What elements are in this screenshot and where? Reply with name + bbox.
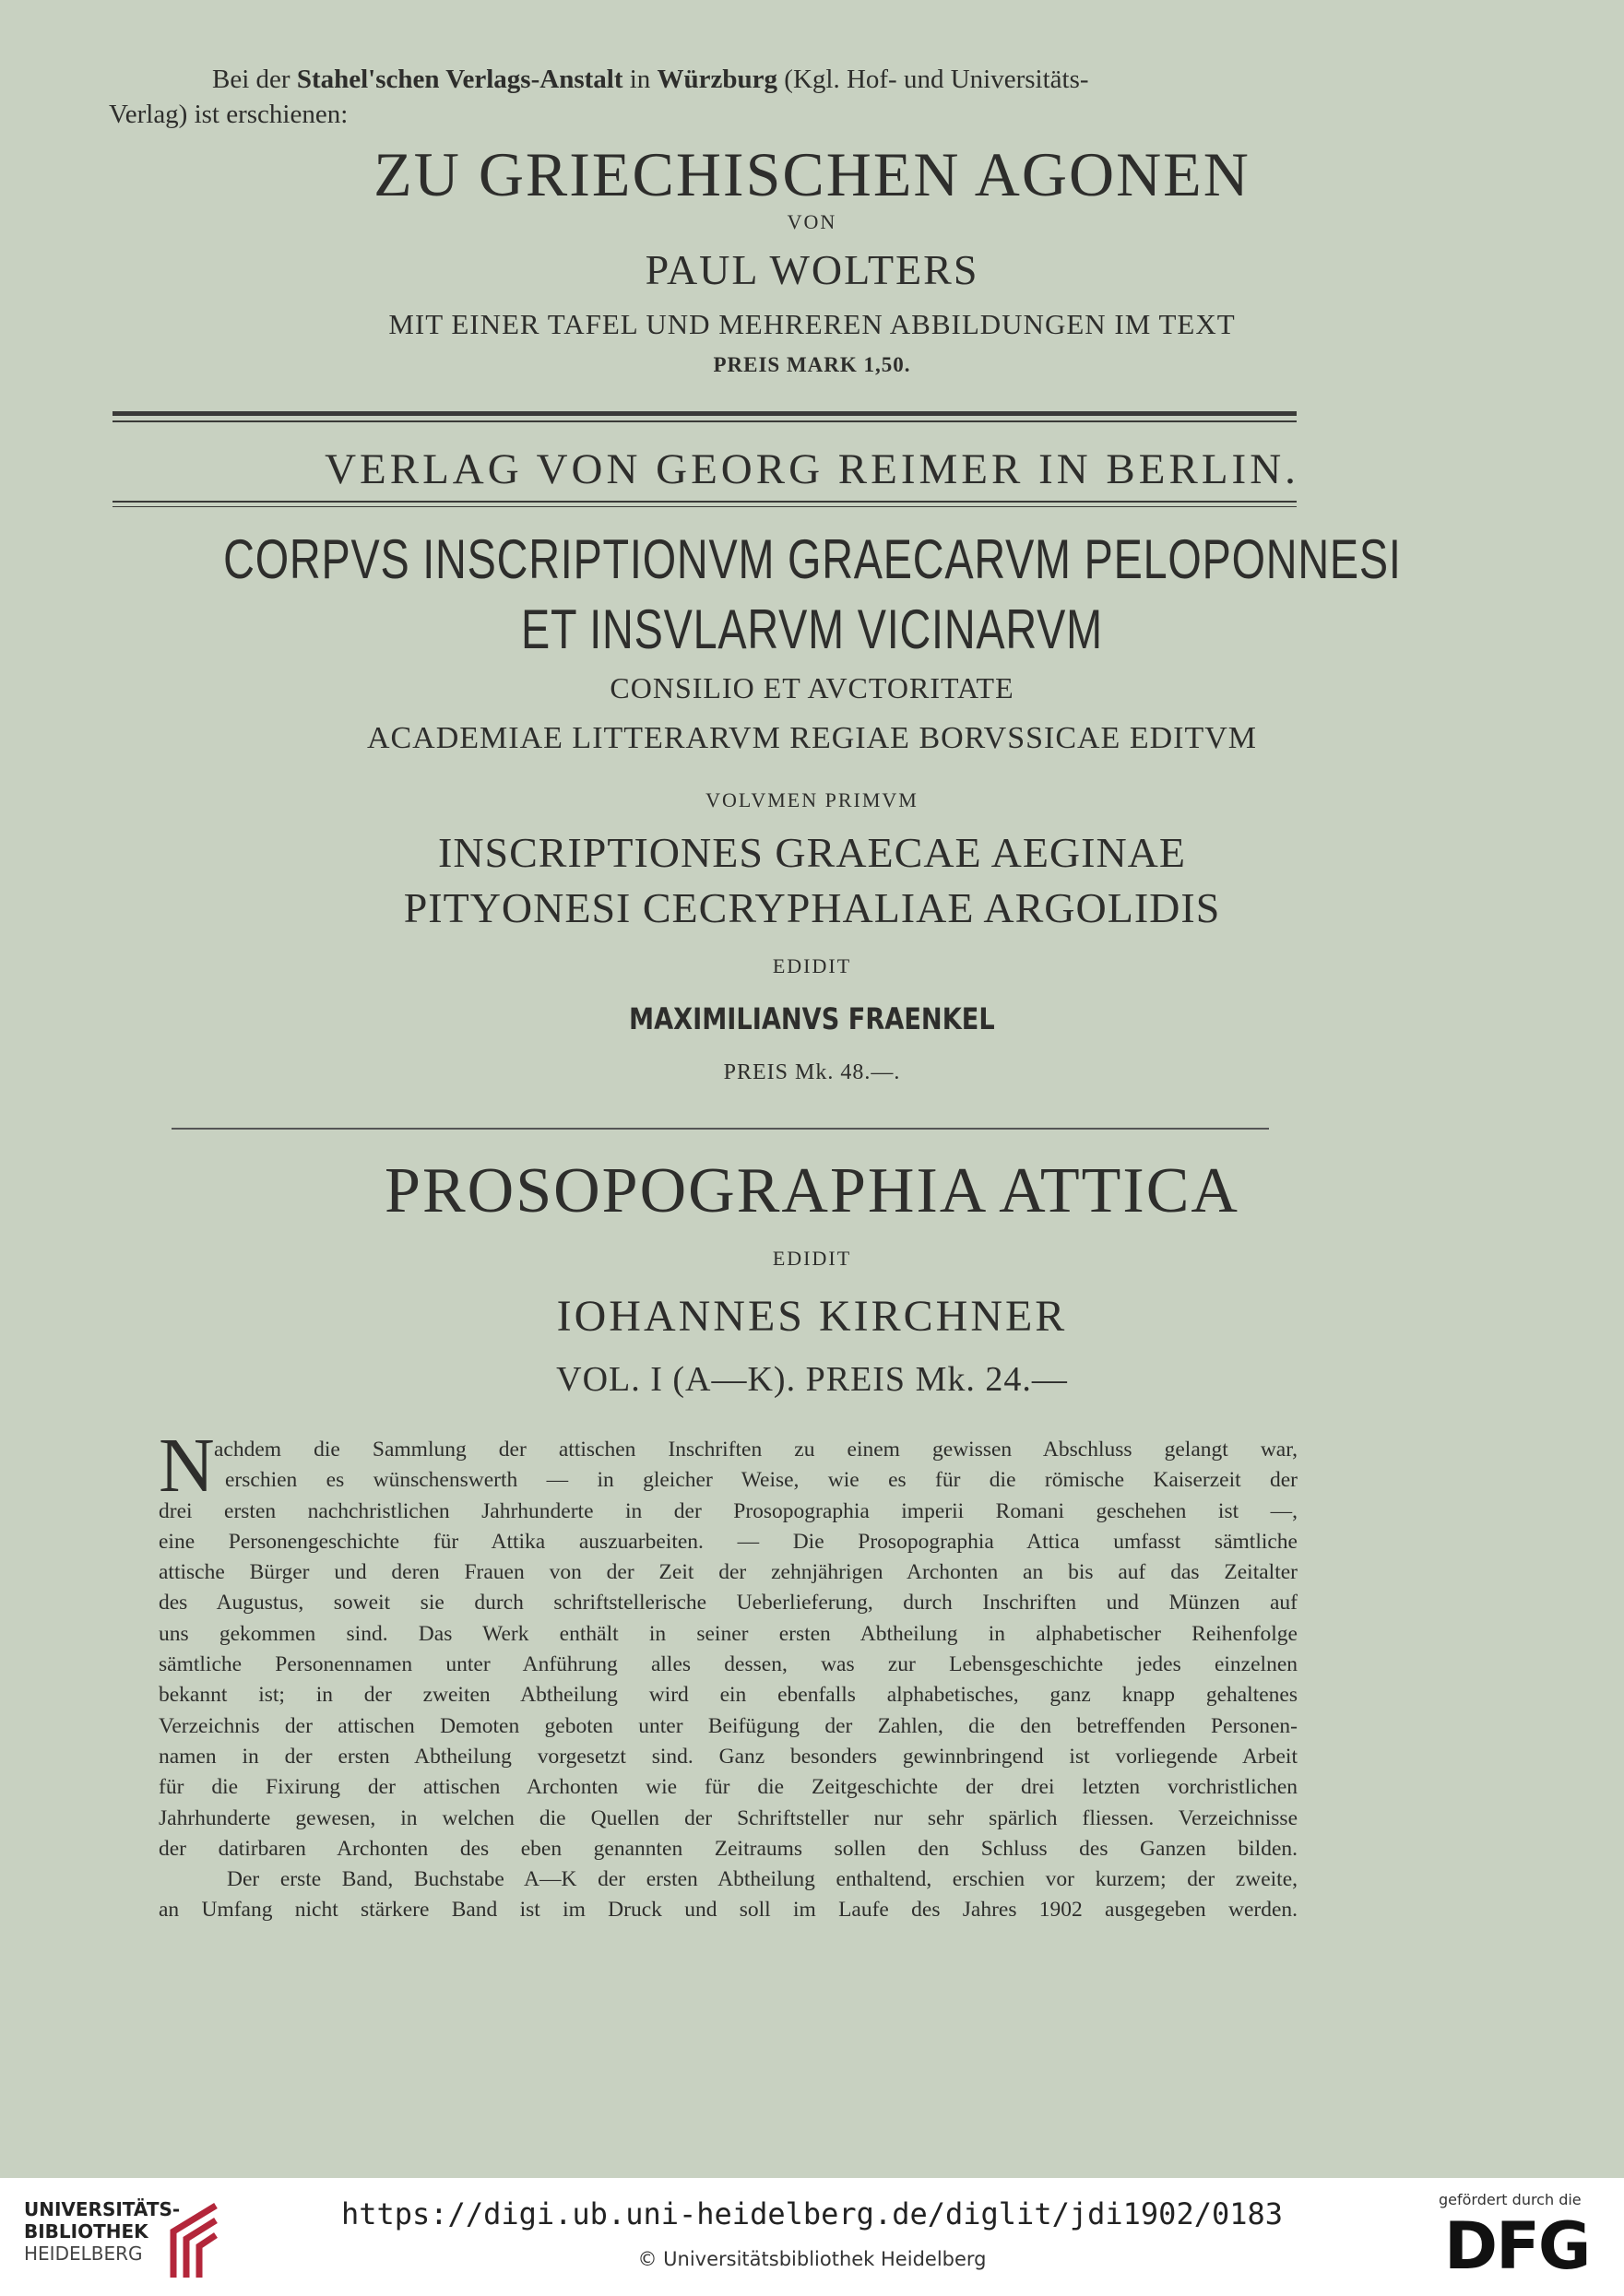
page-url-link[interactable]: https://digi.ub.uni-heidelberg.de/diglit/jdi1902/0183 <box>340 2196 1284 2231</box>
ad1-title: ZU GRIECHISCHEN AGONEN <box>373 139 1251 209</box>
dfg-logo: DFG <box>1444 2208 1590 2284</box>
body-line: eine Personengeschichte für Attika auszuarbeiten. — Die Prosopographia Attica umfasst sämtliche <box>159 1529 1298 1554</box>
body-line: bekannt ist; in der zweiten Abtheilung wird ein ebenfalls alphabetisches, ganz knapp gehaltenes <box>159 1683 1298 1708</box>
ad2-editor <box>0 1001 1624 1036</box>
ad2-consilio: CONSILIO ET AVCTORITATE <box>610 671 1014 704</box>
ad1-publisher-name: Stahel'schen Verlags-Anstalt <box>296 65 623 94</box>
body-line: uns gekommen sind. Das Werk enthält in seiner ersten Abtheilung in alphabetischer Reihenfolge <box>159 1621 1298 1646</box>
ad2-volume: VOLVMEN PRIMVM <box>705 788 919 811</box>
body-line: erschien es wünschenswerth — in gleicher Weise, wie es für die römische Kaiserzeit der <box>225 1468 1298 1493</box>
viewer-footer <box>0 2178 1624 2296</box>
ad1-intro-line2: Verlag) ist erschienen: <box>109 100 349 129</box>
ad3-dropcap: N <box>159 1423 215 1509</box>
body-line: achdem die Sammlung der attischen Inschriften zu einem gewissen Abschluss gelangt war, <box>214 1438 1298 1462</box>
ad1-intro-text: in <box>622 65 658 94</box>
body-line: der datirbaren Archonten des eben genannten Zeitraums sollen den Schluss des Ganzen bilden. <box>159 1836 1298 1861</box>
ad1-von: VON <box>787 210 837 233</box>
ad1-author: PAUL WOLTERS <box>645 246 979 293</box>
body-line: drei ersten nachchristlichen Jahrhunderte in der Prosopographia imperii Romani geschehen ist —, <box>159 1498 1298 1523</box>
ad3-volume-price: VOL. I (A—K). PREIS Mk. 24.— <box>556 1360 1068 1399</box>
library-name-line: HEIDELBERG <box>24 2243 143 2265</box>
body-line: für die Fixirung der attischen Archonten wie für die Zeitgeschichte der drei letzten vorchristlichen <box>159 1775 1298 1800</box>
ad2-academiae: ACADEMIAE LITTERARVM REGIAE BORVSSICAE EDITVM <box>366 721 1258 755</box>
ad2-editor-text: MAXIMILIANVS FRAENKEL <box>629 1001 995 1036</box>
ad3-editor: IOHANNES KIRCHNER <box>556 1292 1068 1341</box>
ad1-subtitle: MIT EINER TAFEL UND MEHREREN ABBILDUNGEN IM TEXT <box>388 308 1236 340</box>
ad2-title-line2-text: ET INSVLARVM VICINARVM <box>521 598 1103 660</box>
ad3-description <box>159 1435 1298 1926</box>
ad1-intro-line1 <box>212 65 1089 95</box>
body-line: namen in der ersten Abtheilung vorgesetzt sind. Ganz besonders gewinnbringend ist vorliegende Arbeit <box>159 1744 1298 1769</box>
body-line: Jahrhunderte gewesen, in welchen die Quellen der Schriftsteller nur sehr spärlich fliessen. Verzeichnisse <box>159 1805 1298 1830</box>
body-line: attische Bürger und deren Frauen von der Zeit der zehnjährigen Archonten an bis auf das Zeitalter <box>159 1560 1298 1585</box>
ad3-edidit: EDIDIT <box>772 1247 852 1270</box>
ad2-title-line1 <box>0 527 1624 592</box>
body-line: sämtliche Personennamen unter Anführung alles dessen, was zur Lebensgeschichte jedes einzelnen <box>159 1652 1298 1677</box>
ad3-title: PROSOPOGRAPHIA ATTICA <box>385 1155 1239 1226</box>
body-line: Der erste Band, Buchstabe A—K der ersten Abtheilung enthaltend, erschien vor kurzem; der zweite, <box>227 1867 1298 1892</box>
publisher-rule-bottom <box>113 506 1297 507</box>
ad1-intro-text: Bei der <box>212 65 297 94</box>
publisher-heading: VERLAG VON GEORG REIMER IN BERLIN. <box>325 445 1299 493</box>
ad1-city-name: Würzburg <box>657 65 778 94</box>
section-divider <box>172 1128 1269 1130</box>
body-line: an Umfang nicht stärkere Band ist im Druck und soll im Laufe des Jahres 1902 ausgegeben werden. <box>159 1898 1298 1923</box>
funding-note: gefördert durch die <box>1439 2191 1582 2208</box>
publisher-rule-top <box>113 501 1297 503</box>
ad1-intro-text: (Kgl. Hof- und Universitäts- <box>777 65 1089 94</box>
library-name-line: BIBLIOTHEK <box>24 2220 148 2243</box>
ad2-subtitle-line1: INSCRIPTIONES GRAECAE AEGINAE <box>438 829 1186 876</box>
copyright-text: © Universitätsbibliothek Heidelberg <box>637 2248 987 2270</box>
ad2-title-line2 <box>0 598 1624 662</box>
ad2-edidit: EDIDIT <box>772 954 852 977</box>
ad2-price: PREIS Mk. 48.—. <box>723 1060 901 1084</box>
body-line: des Augustus, soweit sie durch schriftstellerische Ueberlieferung, durch Inschriften und Münzen auf <box>159 1591 1298 1615</box>
ad2-title-line1-text: CORPVS INSCRIPTIONVM GRAECARVM PELOPONNESI <box>222 528 1402 590</box>
double-rule-top <box>113 411 1297 416</box>
body-line: Verzeichnis der attischen Demoten geboten unter Beifügung der Zahlen, die den betreffenden Personen- <box>159 1713 1298 1738</box>
ad1-price: PREIS MARK 1,50. <box>713 353 911 376</box>
library-name-line: UNIVERSITÄTS- <box>24 2198 181 2220</box>
double-rule-bottom <box>113 420 1297 422</box>
ad2-subtitle-line2: PITYONESI CECRYPHALIAE ARGOLIDIS <box>403 884 1221 931</box>
